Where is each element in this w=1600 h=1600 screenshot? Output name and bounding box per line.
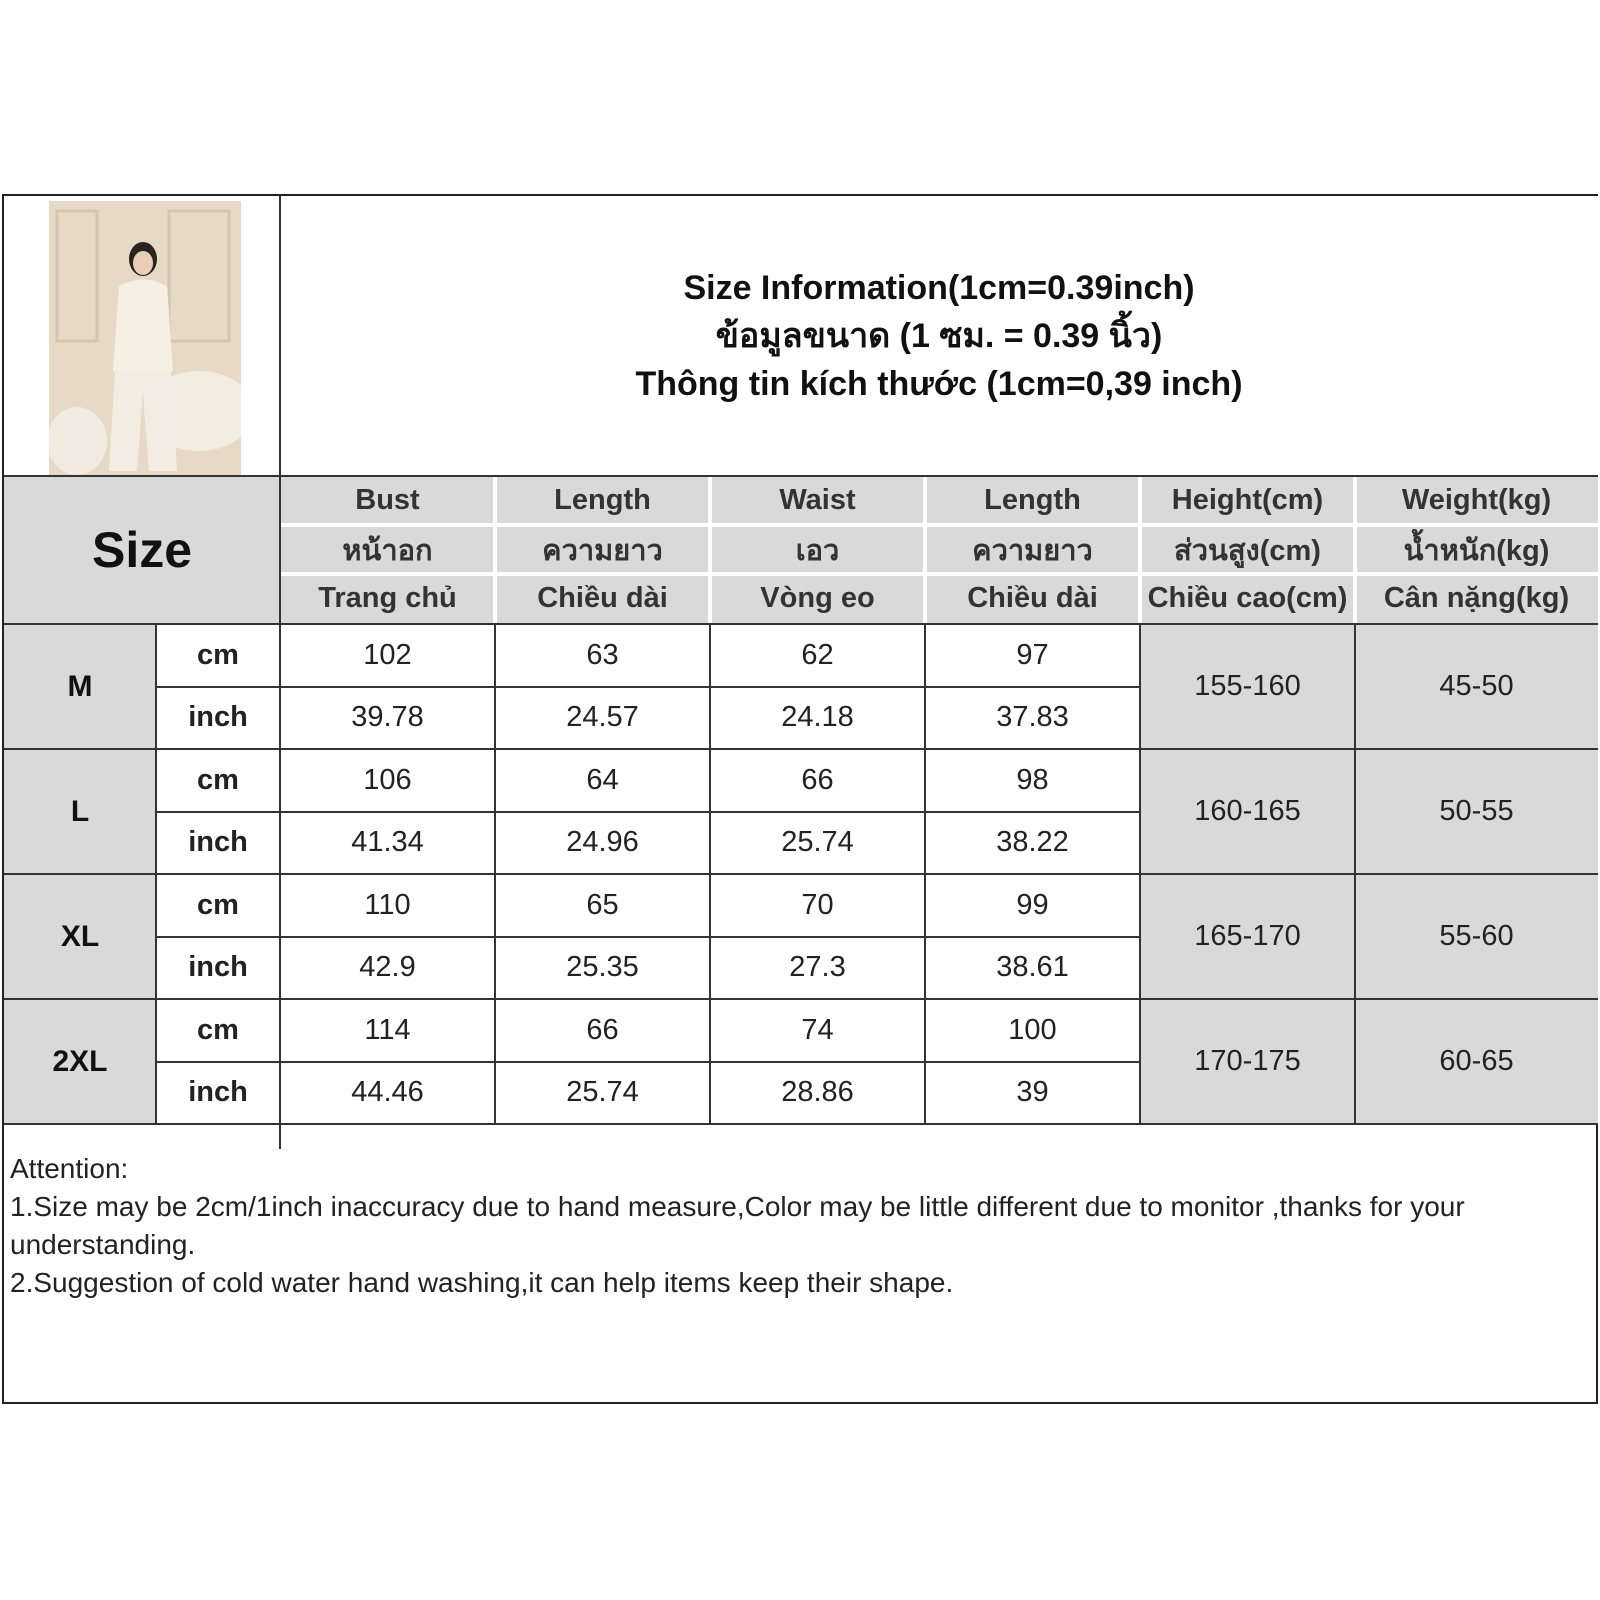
height-range-cell: 165-170 xyxy=(1140,874,1355,999)
measurement-cell: 98 xyxy=(1016,763,1049,796)
unit-label-inch: inch xyxy=(188,1076,248,1109)
header-3-vi: Chiều dài xyxy=(967,582,1098,614)
measurement-cell: 24.18 xyxy=(781,701,854,734)
title-vietnamese: Thông tin kích thước (1cm=0,39 inch) xyxy=(635,365,1243,403)
unit-label-cm: cm xyxy=(197,1013,239,1046)
measurement-cell: 27.3 xyxy=(789,951,846,984)
header-2-vi: Vòng eo xyxy=(760,582,875,614)
header-5-th: น้ำหนัก(kg) xyxy=(1403,534,1550,567)
measurement-cell: 38.22 xyxy=(996,826,1069,859)
header-4-en: Height(cm) xyxy=(1171,484,1324,516)
measurement-cell: 106 xyxy=(363,763,412,796)
unit-label-inch: inch xyxy=(188,701,248,734)
weight-range-cell: 60-65 xyxy=(1355,999,1598,1124)
title-english: Size Information(1cm=0.39inch) xyxy=(683,269,1195,307)
measurement-cell: 25.74 xyxy=(781,826,854,859)
header-0-en: Bust xyxy=(355,484,420,516)
size-label: L xyxy=(4,749,156,874)
weight-range-cell: 55-60 xyxy=(1355,874,1598,999)
measurement-cell: 64 xyxy=(586,763,619,796)
attention-heading: Attention: xyxy=(10,1153,129,1184)
size-label: 2XL xyxy=(4,999,156,1124)
weight-range-cell: 50-55 xyxy=(1355,749,1598,874)
unit-label-cm: cm xyxy=(197,763,239,796)
unit-label-cm: cm xyxy=(197,638,239,671)
measurement-cell: 41.34 xyxy=(351,826,424,859)
height-range-cell: 155-160 xyxy=(1140,624,1355,749)
measurement-cell: 97 xyxy=(1016,638,1049,671)
measurement-cell: 39 xyxy=(1016,1076,1049,1109)
header-4-vi: Chiều cao(cm) xyxy=(1147,582,1348,614)
weight-range-cell: 45-50 xyxy=(1355,624,1598,749)
unit-label-cm: cm xyxy=(197,888,239,921)
measurement-cell: 70 xyxy=(801,888,834,921)
attention-notes xyxy=(10,1150,1590,1302)
column-headers xyxy=(280,476,1598,624)
header-2-en: Waist xyxy=(779,484,856,516)
height-range-cell: 160-165 xyxy=(1140,749,1355,874)
unit-label-inch: inch xyxy=(188,951,248,984)
measurement-cell: 110 xyxy=(364,888,411,921)
measurement-cell: 62 xyxy=(801,638,834,671)
measurement-cell: 65 xyxy=(586,888,619,921)
header-5-en: Weight(kg) xyxy=(1401,484,1552,516)
measurement-cell: 25.35 xyxy=(566,951,639,984)
measurement-cell: 25.74 xyxy=(566,1076,639,1109)
measurement-cell: 102 xyxy=(363,638,412,671)
header-4-th: ส่วนสูง(cm) xyxy=(1174,534,1321,567)
measurement-cell: 63 xyxy=(586,638,619,671)
size-heading: Size xyxy=(91,522,193,578)
measurement-cell: 66 xyxy=(586,1013,619,1046)
size-chart xyxy=(2,194,1598,1404)
measurement-cell: 66 xyxy=(801,763,834,796)
measurement-cell: 24.57 xyxy=(566,701,639,734)
measurement-cell: 99 xyxy=(1016,888,1049,921)
attention-note-2: 2.Suggestion of cold water hand washing,it can help items keep their shape. xyxy=(10,1267,954,1298)
measurement-cell: 38.61 xyxy=(996,951,1069,984)
header-1-vi: Chiều dài xyxy=(537,582,668,614)
height-range-cell: 170-175 xyxy=(1140,999,1355,1124)
attention-note-1: 1.Size may be 2cm/1inch inaccuracy due to hand measure,Color may be little different due to monitor ,thanks for your understanding. xyxy=(10,1191,1465,1260)
measurement-cell: 37.83 xyxy=(996,701,1069,734)
header-0-vi: Trang chủ xyxy=(318,582,457,614)
model-illustration xyxy=(49,201,241,479)
title-block xyxy=(280,196,1598,476)
measurement-cell: 28.86 xyxy=(781,1076,854,1109)
measurement-cell: 114 xyxy=(364,1013,411,1046)
size-label: XL xyxy=(4,874,156,999)
header-0-th: หน้าอก xyxy=(342,534,433,567)
measurement-cell: 42.9 xyxy=(359,951,416,984)
measurement-cell: 24.96 xyxy=(566,826,639,859)
size-label: M xyxy=(4,624,156,749)
title-thai: ข้อมูลขนาด (1 ซม. = 0.39 นิ้ว) xyxy=(715,317,1163,355)
header-1-en: Length xyxy=(554,484,651,516)
header-1-th: ความยาว xyxy=(542,534,663,567)
header-3-en: Length xyxy=(984,484,1081,516)
measurement-cell: 74 xyxy=(801,1013,834,1046)
header-2-th: เอว xyxy=(795,534,840,567)
header-5-vi: Cân nặng(kg) xyxy=(1383,582,1570,614)
measurement-cell: 39.78 xyxy=(351,701,424,734)
measurement-cell: 44.46 xyxy=(351,1076,424,1109)
size-header-cell xyxy=(4,476,280,624)
measurement-cell: 100 xyxy=(1008,1013,1057,1046)
unit-label-inch: inch xyxy=(188,826,248,859)
product-photo xyxy=(49,201,241,479)
header-3-th: ความยาว xyxy=(972,534,1093,567)
